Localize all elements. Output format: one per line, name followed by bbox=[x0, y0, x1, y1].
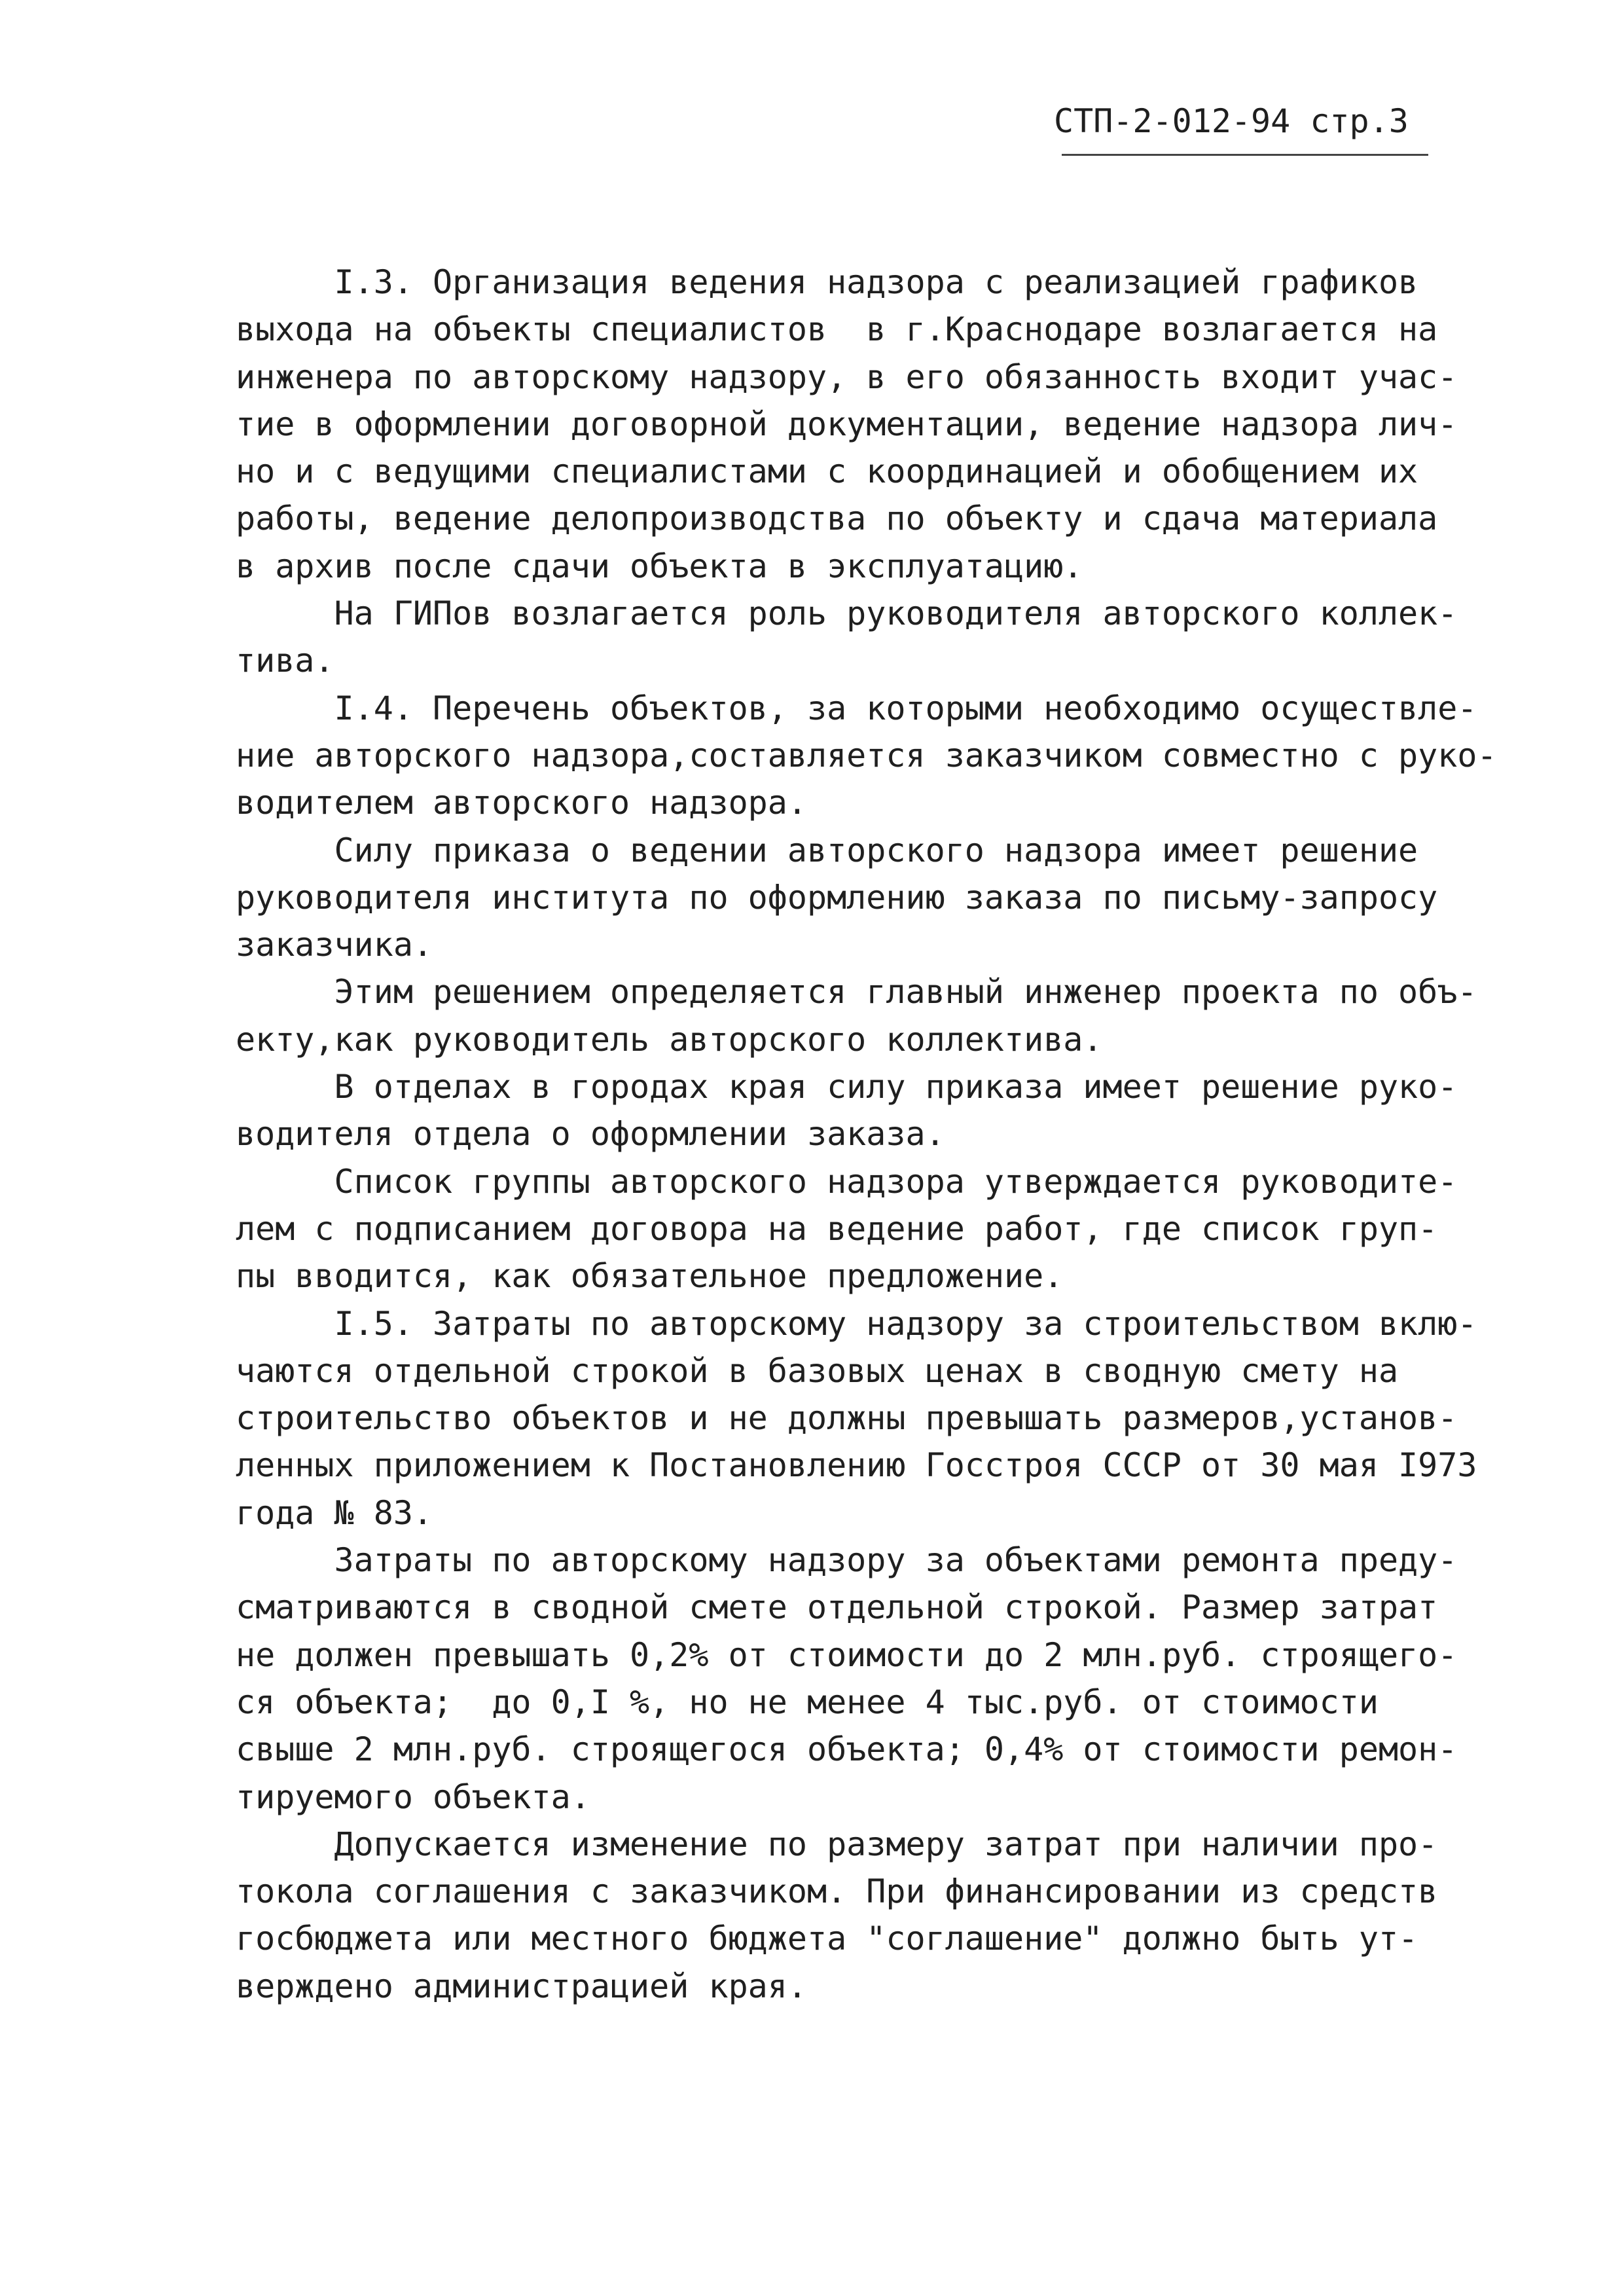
text-line: Силу приказа о ведении авторского надзора имеет решение bbox=[236, 831, 1418, 869]
text-line: ние авторского надзора,составляется заказчиком совместно с руко- bbox=[236, 736, 1497, 774]
text-line: инженера по авторскому надзору, в его обязанность входит учас- bbox=[236, 357, 1458, 396]
text-line: В отделах в городах края силу приказа имеет решение руко- bbox=[236, 1068, 1458, 1106]
text-line: верждено администрацией края. bbox=[236, 1967, 807, 2005]
text-line: в архив после сдачи объекта в эксплуатацию. bbox=[236, 547, 1083, 585]
text-line: строительство объектов и не должны превышать размеров,установ- bbox=[236, 1399, 1458, 1438]
text-line: ся объекта; до 0,I %, но не менее 4 тыс.руб. от стоимости bbox=[236, 1683, 1379, 1721]
text-line: I.3. Организация ведения надзора с реализацией графиков bbox=[236, 263, 1418, 301]
text-line: водителем авторского надзора. bbox=[236, 784, 807, 822]
text-line: водителя отдела о оформлении заказа. bbox=[236, 1115, 945, 1154]
text-line: Этим решением определяется главный инженер проекта по объ- bbox=[236, 973, 1477, 1011]
text-line: На ГИПов возлагается роль руководителя авторского коллек- bbox=[236, 594, 1458, 633]
text-line: пы вводится, как обязательное предложение. bbox=[236, 1257, 1064, 1296]
text-line: тируемого объекта. bbox=[236, 1777, 590, 1816]
text-line: ленных приложением к Постановлению Госстроя СССР от 30 мая I973 bbox=[236, 1446, 1477, 1485]
text-line: работы, ведение делопроизводства по объекту и сдача материала bbox=[236, 500, 1438, 538]
text-line: но и с ведущими специалистами с координацией и обобщением их bbox=[236, 452, 1418, 491]
text-line: I.4. Перечень объектов, за которыми необходимо осуществле- bbox=[236, 689, 1477, 727]
text-line: лем с подписанием договора на ведение работ, где список груп- bbox=[236, 1209, 1438, 1248]
text-line: Список группы авторского надзора утверждается руководите- bbox=[236, 1162, 1458, 1201]
text-line: токола соглашения с заказчиком. При финансировании из средств bbox=[236, 1872, 1438, 1911]
text-line: чаются отдельной строкой в базовых ценах в сводную смету на bbox=[236, 1351, 1399, 1390]
text-line: госбюджета или местного бюджета "соглашение" должно быть ут- bbox=[236, 1920, 1418, 1958]
text-line: тие в оформлении договорной документации, ведение надзора лич- bbox=[236, 405, 1458, 443]
text-line: Допускается изменение по размеру затрат при наличии про- bbox=[236, 1825, 1438, 1863]
text-line: Затраты по авторскому надзору за объектами ремонта преду- bbox=[236, 1541, 1458, 1580]
text-line: I.5. Затраты по авторскому надзору за строительством вклю- bbox=[236, 1304, 1477, 1343]
text-line: екту,как руководитель авторского коллектива. bbox=[236, 1020, 1103, 1059]
document-body bbox=[236, 259, 1512, 2010]
text-line: года № 83. bbox=[236, 1493, 433, 1532]
text-line: сматриваются в сводной смете отдельной строкой. Размер затрат bbox=[236, 1588, 1438, 1627]
text-line: выхода на объекты специалистов в г.Краснодаре возлагается на bbox=[236, 310, 1438, 349]
text-line: тива. bbox=[236, 642, 334, 680]
document-reference: СТП-2-012-94 стр.3 bbox=[1054, 102, 1409, 140]
text-line: не должен превышать 0,2% от стоимости до 2 млн.руб. строящего- bbox=[236, 1635, 1458, 1674]
text-line: заказчика. bbox=[236, 926, 433, 964]
text-line: свыше 2 млн.руб. строящегося объекта; 0,4% от стоимости ремон- bbox=[236, 1730, 1458, 1769]
text-line: руководителя института по оформлению заказа по письму-запросу bbox=[236, 878, 1438, 917]
header-underline bbox=[1062, 154, 1428, 156]
